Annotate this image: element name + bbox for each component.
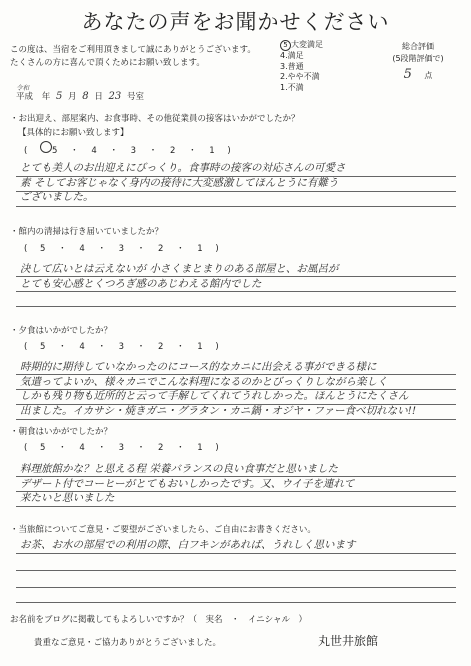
question-cleanliness: ・館内の清掃は行き届いていましたか？ [10, 227, 164, 237]
scale-label: 大変満足 [291, 40, 323, 49]
overall-score-line [378, 69, 458, 82]
scale-num: 4 [280, 51, 286, 60]
answer-dinner [20, 360, 456, 418]
selected-rating-circle [40, 141, 52, 153]
month-value: 5 [55, 91, 63, 102]
answer-line [16, 306, 456, 307]
answer-line-text: 料理旅館かな？と思える程 栄養バランスの良い食事だと思いました [20, 463, 339, 475]
rating-options: 5 ・ 4 ・ 3 ・ 2 ・ 1 [40, 342, 208, 352]
question-breakfast: ・朝食はいかがでしたか？ [10, 427, 113, 437]
day-unit: 日 [94, 92, 103, 102]
question-service-hint: 【具体的にお願い致します】 [18, 128, 129, 138]
answer-line-text: とても安心感とくつろぎ感のあじわえる館内でした [20, 277, 262, 290]
free-comment-answer [20, 538, 456, 553]
answer-line [16, 570, 456, 571]
rating-scale-legend [280, 40, 323, 93]
answer-line [16, 602, 456, 603]
overall-rating-box [378, 41, 458, 82]
answer-cleanliness [20, 262, 456, 291]
era: 平成 [16, 92, 34, 102]
scale-item-4 [280, 51, 323, 62]
room-value: 23 [108, 91, 122, 102]
scale-item-5 [280, 40, 323, 51]
answer-line-text: お茶、お水の部屋での利用の際、白フキンがあれば、うれしく思います [20, 539, 356, 551]
answer-line-text: デザート付でコーヒーがとてもおいしかったです。又、ウイ子を連れて [20, 477, 355, 490]
date-line [16, 90, 144, 102]
intro-line-2: たくさんの方に喜んで頂くためにお願い致します。 [10, 58, 205, 68]
answer-line-text: 決して広いとは云えないが 小さくまとまりのある部屋と、お風呂が [20, 263, 339, 275]
answer-line-text: 時期的に期待していなかったのにコース的なカニに出会える事ができる様に [20, 361, 377, 373]
answer-line-text: とても美人のお出迎えにびっくり。食事時の接客の対応さんの可愛さ [20, 162, 346, 174]
answer-breakfast [20, 462, 456, 506]
scale-label: .普通 [285, 61, 304, 71]
overall-sublabel: (5段階評価で) [392, 54, 444, 63]
question-dinner-rating: ( 5 ・ 4 ・ 3 ・ 2 ・ 1 ) [24, 342, 224, 352]
answer-line-text: ございました。 [20, 191, 94, 203]
scale-num: 1 [280, 82, 286, 92]
answer-line-text: 出ました。イカサシ・焼きガニ・グラタン・カニ鍋・オジヤ・ファー食べ切れない!! [20, 404, 417, 417]
free-comment-prompt: ・当旅館についてご意見・ご要望がございましたら、ご自由にお書きください。 [10, 525, 316, 535]
rating-options: 5 ・ 4 ・ 3 ・ 2 ・ 1 [40, 244, 208, 254]
page-title: あなたの声をお聞かせください [81, 10, 390, 34]
answer-line [16, 419, 456, 420]
answer-line-text: 気遣ってよいか、様々カニでこんな料理になるのかとびっくりしながら楽しく [20, 375, 388, 388]
question-service-rating: ( 5 ・ 4 ・ 3 ・ 2 ・ 1 ) [24, 141, 236, 156]
answer-service [20, 161, 456, 205]
overall-label: 総合評価 [402, 42, 434, 51]
day-value: 8 [82, 91, 89, 102]
scale-item-1 [280, 83, 323, 94]
room-unit: 号室 [126, 92, 144, 102]
blog-consent-question: お名前をブログに掲載してもよろしいですか？（ 実名 ・ イニシャル ） [10, 615, 307, 625]
answer-line [16, 506, 456, 507]
reiwa-note: 令和 [16, 84, 29, 92]
answer-line [16, 206, 456, 207]
rating-options: 5 ・ 4 ・ 3 ・ 2 ・ 1 [40, 443, 208, 453]
thanks-message: 貴重なご意見・ご協力ありがとうございました。 [34, 638, 222, 648]
question-cleanliness-rating: ( 5 ・ 4 ・ 3 ・ 2 ・ 1 ) [24, 244, 224, 254]
answer-line [16, 291, 456, 292]
overall-unit: 点 [424, 71, 433, 80]
question-service: ・お出迎え、部屋案内、お食事時、その他従業員の接客はいかがでしたか？ [10, 114, 300, 124]
inn-name: 丸世井旅館 [318, 634, 379, 648]
answer-line-text: しかも残り物も近所的と云って手解してくれてうれしかった。ほんとうにたくさん [20, 390, 409, 402]
question-dinner: ・夕食はいかがでしたか？ [10, 326, 113, 336]
intro-line-1: この度は、当宿をご利用頂きまして誠にありがとうございます。 [10, 45, 256, 55]
scale-label: .やや不満 [285, 72, 320, 81]
scale-label: .満足 [285, 51, 304, 60]
scale-num: 3 [280, 61, 286, 71]
rating-options: 5 ・ 4 ・ 3 ・ 2 ・ 1 [52, 146, 220, 156]
scale-item-2 [280, 72, 323, 83]
scale-label: .不満 [285, 82, 304, 92]
answer-line-text: 素 そしてお客じゃなく身内の接待に大変感激してほんとうに有難う [20, 176, 339, 189]
scale-num: 5 [280, 40, 291, 51]
answer-line-text: 来たいと思いました [20, 492, 115, 504]
answer-line [16, 553, 456, 554]
month-unit: 月 [68, 92, 77, 102]
question-breakfast-rating: ( 5 ・ 4 ・ 3 ・ 2 ・ 1 ) [24, 443, 224, 453]
intro-text [10, 44, 256, 70]
scale-num: 2 [280, 72, 286, 81]
year-unit: 年 [41, 92, 51, 102]
answer-line [16, 587, 456, 588]
overall-score: 5 [403, 67, 412, 82]
scale-item-3 [280, 62, 323, 73]
